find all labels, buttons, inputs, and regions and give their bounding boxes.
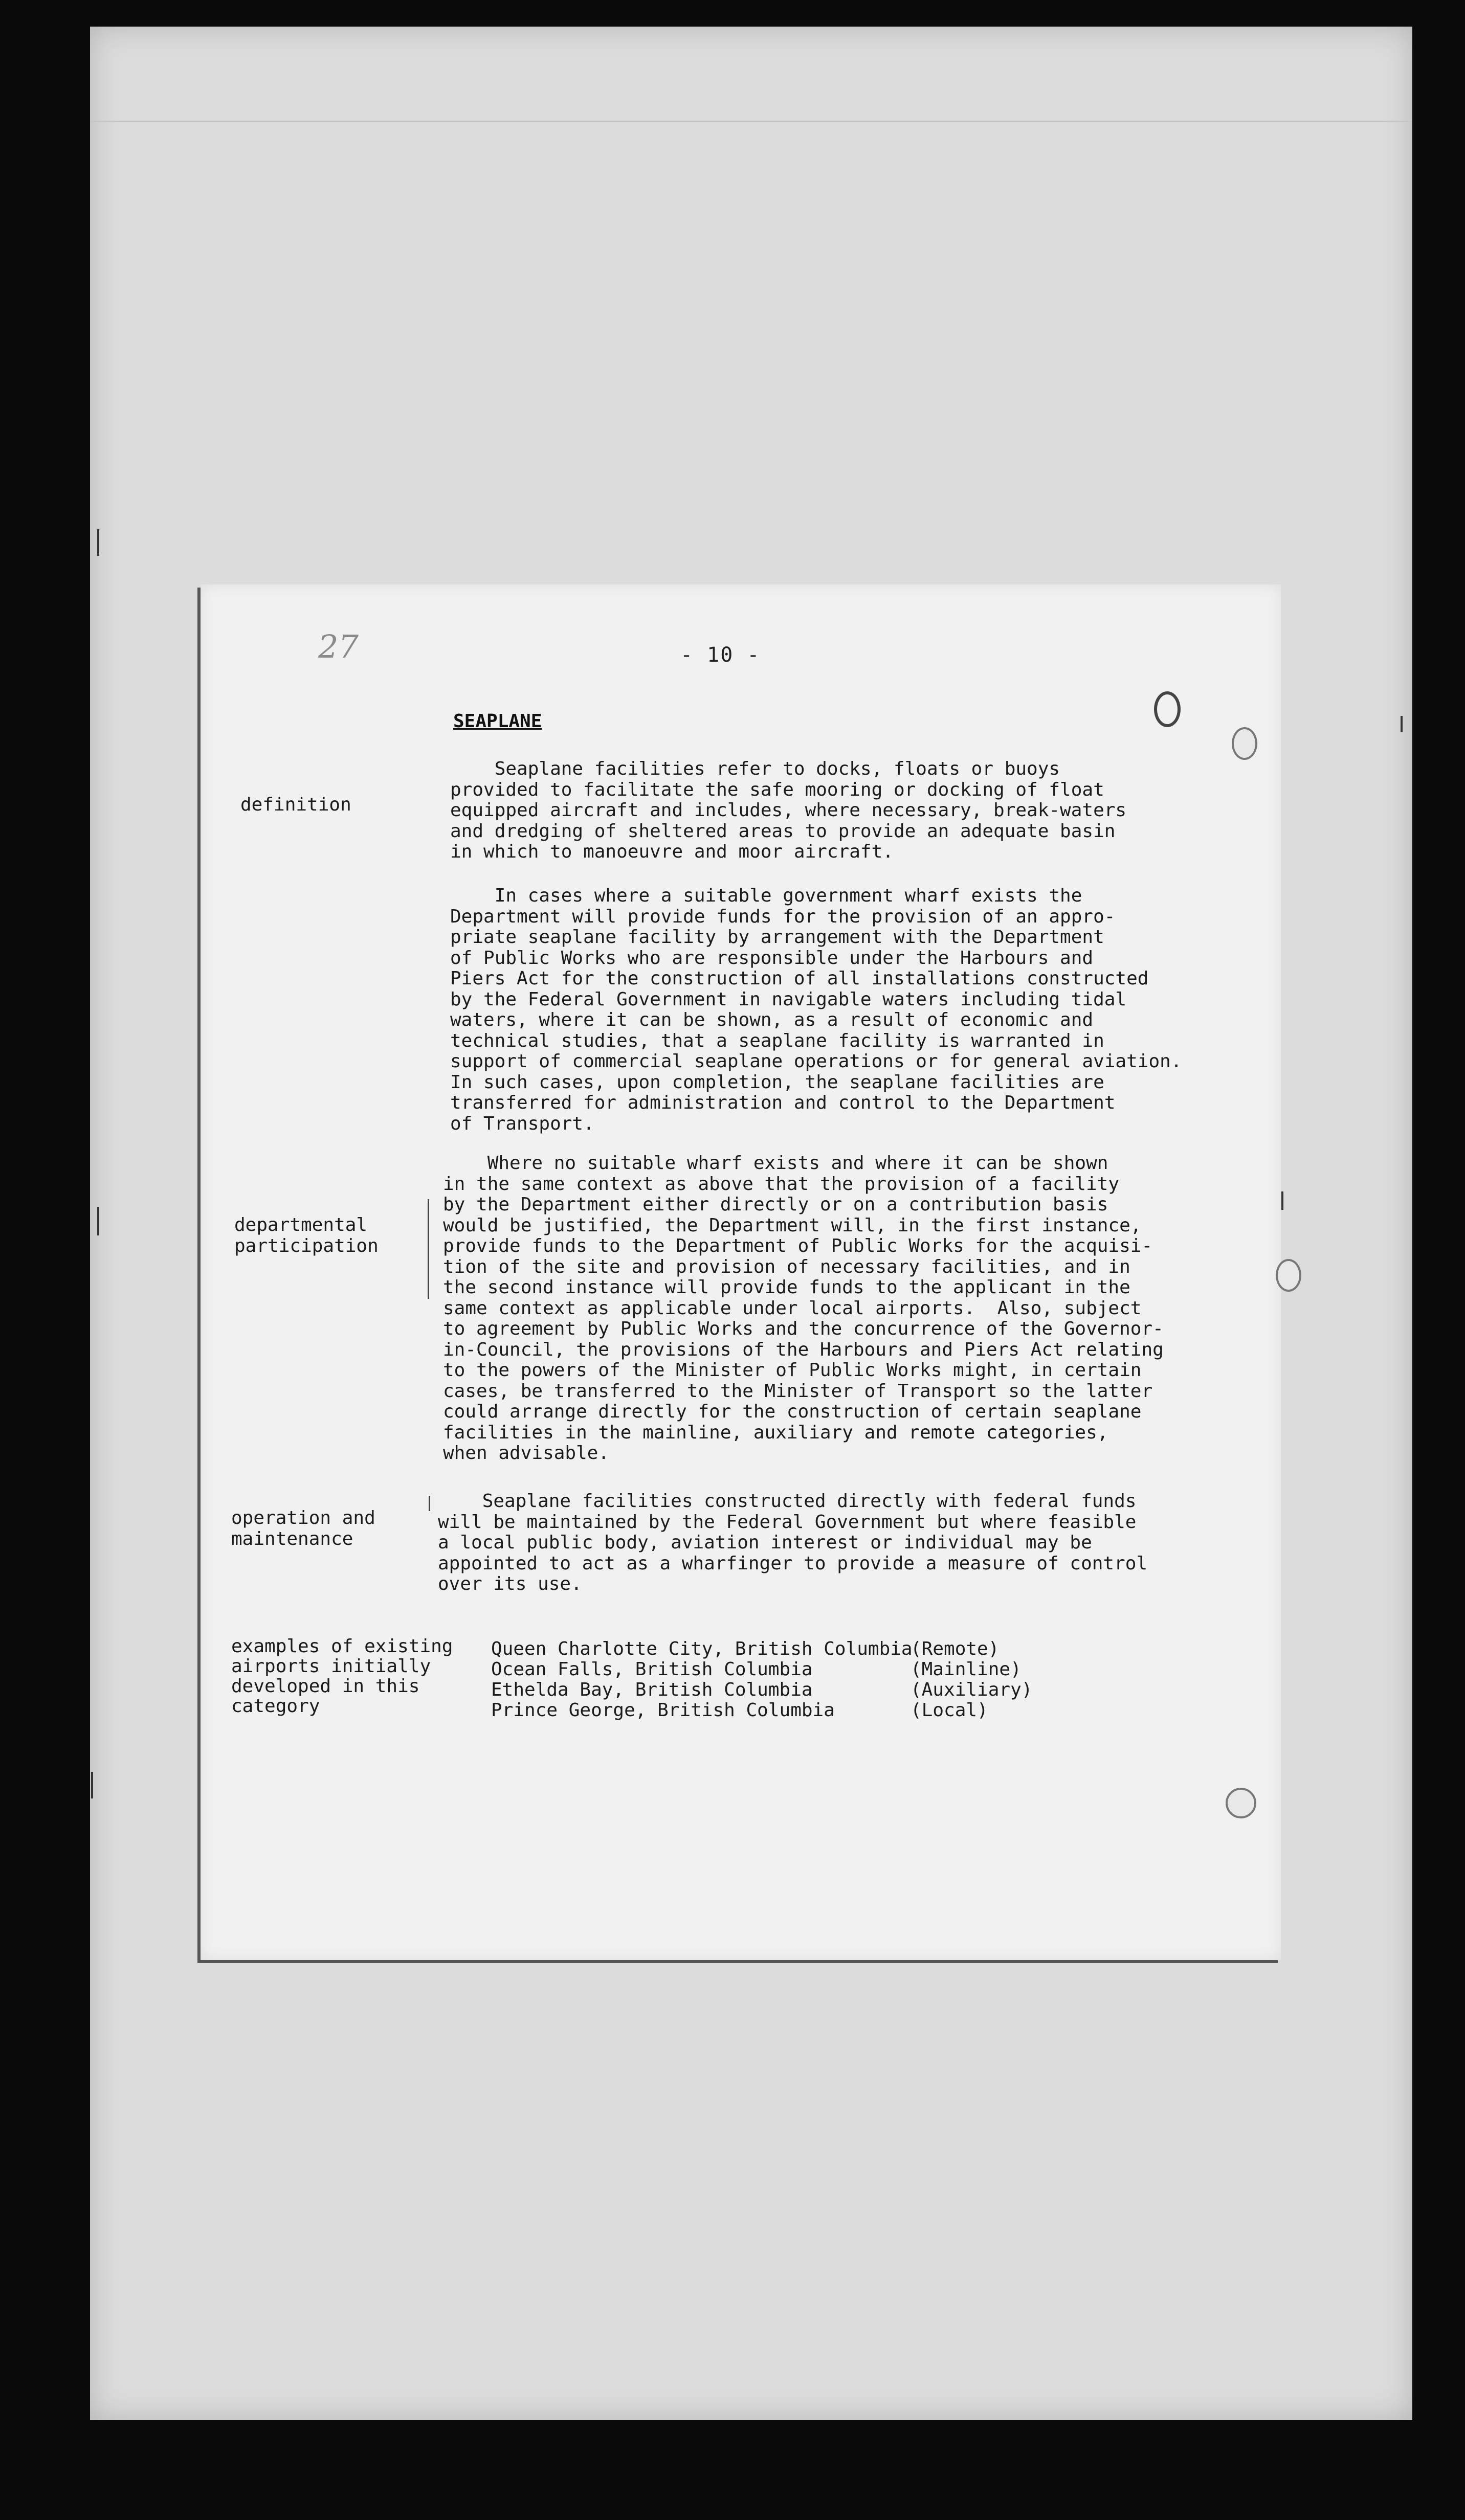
text-line: same context as applicable under local airports. Also, subject xyxy=(443,1297,1142,1319)
paragraph-operation xyxy=(438,1491,1256,1595)
margin-label-operation-maintenance: operation and maintenance xyxy=(231,1508,375,1549)
text-line: provide funds to the Department of Public Works for the acquisi- xyxy=(443,1235,1153,1256)
text-line: could arrange directly for the construction of certain seaplane xyxy=(443,1401,1142,1422)
margin-label-examples: examples of existing airports initially developed in this category xyxy=(231,1636,453,1717)
example-place: Ethelda Bay, British Columbia xyxy=(491,1679,813,1700)
margin-tick xyxy=(1401,716,1403,732)
margin-tick xyxy=(91,1772,93,1798)
margin-tick xyxy=(1281,1191,1283,1210)
example-place: Queen Charlotte City, British Columbia xyxy=(491,1638,913,1659)
punch-hole xyxy=(1154,691,1181,727)
handwritten-page-number: 27 xyxy=(318,628,359,665)
text-line: Seaplane facilities refer to docks, floats or buoys xyxy=(450,758,1060,779)
text-line: in the same context as above that the provision of a facility xyxy=(443,1173,1120,1195)
text-line: transferred for administration and control to the Department xyxy=(450,1092,1116,1113)
example-category: (Remote) xyxy=(911,1638,1000,1659)
text-line: appointed to act as a wharfinger to provide a measure of control xyxy=(438,1552,1148,1574)
example-place: Ocean Falls, British Columbia xyxy=(491,1659,813,1680)
text-line: support of commercial seaplane operations or for general aviation. xyxy=(450,1051,1182,1072)
punch-hole xyxy=(1226,1788,1256,1818)
text-line: over its use. xyxy=(438,1573,582,1594)
margin-tick xyxy=(97,1207,99,1235)
paragraph-government-wharf xyxy=(450,886,1269,1134)
punch-hole xyxy=(1232,727,1257,760)
text-line: by the Department either directly or on a contribution basis xyxy=(443,1194,1108,1215)
text-line: In cases where a suitable government wharf exists the xyxy=(450,885,1082,906)
margin-vertical-line xyxy=(428,1199,429,1299)
example-category: (Local) xyxy=(911,1700,988,1721)
text-line: the second instance will provide funds to the applicant in the xyxy=(443,1277,1130,1298)
text-line: of Transport. xyxy=(450,1113,594,1134)
text-line: priate seaplane facility by arrangement with the Department xyxy=(450,927,1104,948)
example-place: Prince George, British Columbia xyxy=(491,1700,835,1721)
margin-tick xyxy=(97,529,99,556)
margin-vertical-line xyxy=(429,1496,430,1511)
text-line: to the powers of the Minister of Public Works might, in certain xyxy=(443,1360,1142,1381)
paragraph-no-wharf xyxy=(443,1153,1261,1464)
text-line: when advisable. xyxy=(443,1443,610,1464)
example-category: (Mainline) xyxy=(911,1659,1022,1680)
text-line: tion of the site and provision of necessary facilities, and in xyxy=(443,1256,1130,1277)
text-line: In such cases, upon completion, the seaplane facilities are xyxy=(450,1071,1104,1093)
page-number: - 10 - xyxy=(680,643,761,667)
text-line: provided to facilitate the safe mooring or docking of float xyxy=(450,779,1104,800)
text-line: Seaplane facilities constructed directly with federal funds xyxy=(438,1491,1137,1512)
text-line: in which to manoeuvre and moor aircraft. xyxy=(450,841,894,862)
text-line: a local public body, aviation interest or individual may be xyxy=(438,1532,1092,1553)
text-line: technical studies, that a seaplane facility is warranted in xyxy=(450,1030,1104,1051)
margin-label-definition: definition xyxy=(240,794,351,815)
text-line: equipped aircraft and includes, where necessary, break-waters xyxy=(450,800,1127,821)
paragraph-definition xyxy=(450,759,1269,863)
bleed-through-text xyxy=(941,731,1107,752)
text-line: will be maintained by the Federal Government but where feasible xyxy=(438,1511,1137,1533)
text-line: Where no suitable wharf exists and where it can be shown xyxy=(443,1153,1108,1174)
text-line: to agreement by Public Works and the concurrence of the Governor- xyxy=(443,1318,1164,1339)
text-line: by the Federal Government in navigable waters including tidal xyxy=(450,988,1127,1010)
text-line: cases, be transferred to the Minister of Transport so the latter xyxy=(443,1380,1153,1402)
text-line: Department will provide funds for the provision of an appro- xyxy=(450,906,1116,927)
text-line: waters, where it can be shown, as a result of economic and xyxy=(450,1009,1094,1030)
text-line: of Public Works who are responsible under the Harbours and xyxy=(450,947,1094,969)
text-line: and dredging of sheltered areas to provide an adequate basin xyxy=(450,820,1116,842)
margin-label-departmental-participation: departmental participation xyxy=(234,1214,379,1256)
text-line: in-Council, the provisions of the Harbours and Piers Act relating xyxy=(443,1339,1164,1360)
text-line: Piers Act for the construction of all installations constructed xyxy=(450,968,1149,989)
example-category: (Auxiliary) xyxy=(911,1679,1033,1700)
section-heading: SEAPLANE xyxy=(453,711,542,732)
text-line: facilities in the mainline, auxiliary and remote categories, xyxy=(443,1422,1108,1443)
text-line: would be justified, the Department will, in the first instance, xyxy=(443,1214,1142,1236)
punch-hole xyxy=(1276,1259,1301,1292)
back-sheet-fold-line xyxy=(90,121,1412,122)
